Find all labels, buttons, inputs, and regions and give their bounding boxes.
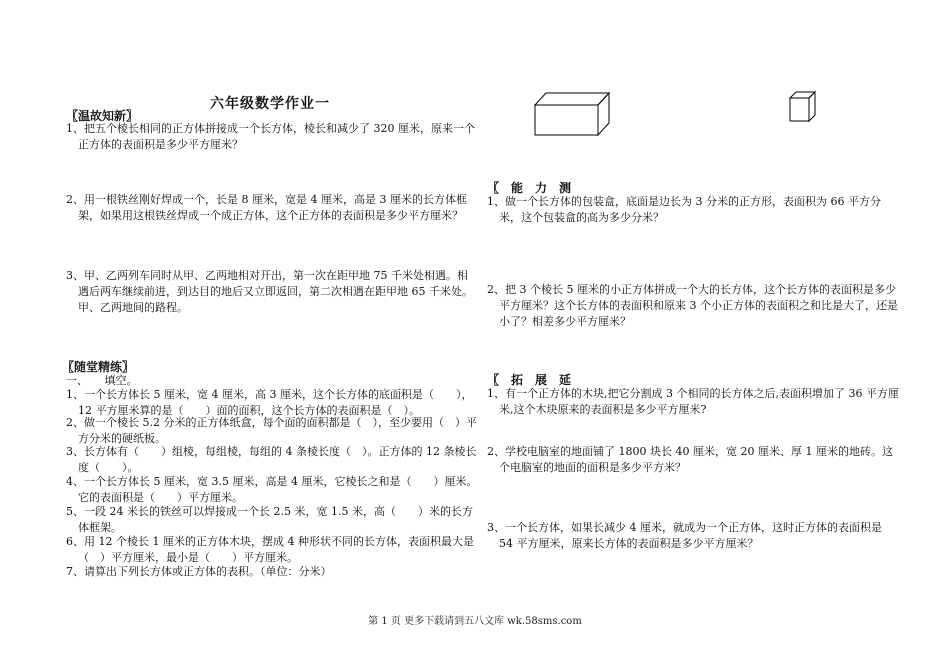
practice-question-3: 3、长方体有（ ）组棱，每组棱，每组的 4 条棱长度（ ）。正方体的 12 条棱长度（ ）。 [66,445,477,474]
practice-question-4: 4、一个长方体长 5 厘米，宽 3.5 厘米，高是 4 厘米，它棱长之和是（ ）厘米。它的表面积是（ ）平方厘米。 [66,475,478,504]
practice-question-1: 1、一个长方体长 5 厘米，宽 4 厘米，高 3 厘米，这个长方体的底面积是（ ），12 平方厘米算的是（ ）面的面积，这个长方体的表面积是（ ）。 [66,388,473,417]
extend-question-3: 3、一个长方体，如果长减少 4 厘米，就成为一个正方体，这时正方体的表面积是 54 平方厘米，原来长方体的表面积是多少平方厘米？ [487,521,882,550]
review-heading: 〖温故知新〗 [66,109,139,123]
review-question-3: 3、甲、乙两列车同时从甲、乙两地相对开出，第一次在距甲地 75 千米处相遇。相遇后两车继续前进，到达目的地后又立即返回，第二次相遇在距甲地 65 千米处。甲、乙两地间的路程。 [66,269,473,314]
practice-heading: 〖随堂精练〗 [62,360,135,374]
practice-question-7: 7、请算出下列长方体或正方体的表积。（单位：分米） [66,565,332,578]
ability-heading: 〖 能 力 测 [487,181,572,195]
practice-intro: 一、 填空。 [66,374,138,387]
page-title: 六年级数学作业一 [210,96,330,112]
review-question-1: 1、把五个棱长相同的正方体拼接成一个长方体，棱长和减少了 320 厘米，原来一个正方体的表面积是多少平方厘米？ [66,122,475,151]
ability-question-1: 1、做一个长方体的包装盒，底面是边长为 3 分米的正方形，表面积为 66 平方分米，这个包装盒的高为多少分米？ [487,195,881,224]
cube-figure [788,90,818,124]
cuboid-figure [533,90,613,138]
practice-question-6: 6、用 12 个棱长 1 厘米的正方体木块，摆成 4 种形状不同的长方体，表面积最大是（ ）平方厘米，最小是（ ）平方厘米。 [66,535,474,564]
review-question-2: 2、用一根铁丝刚好焊成一个，长是 8 厘米，宽是 4 厘米，高是 3 厘米的长方体框架，如果用这根铁丝焊成一个成正方体，这个正方体的表面积是多少平方厘米？ [66,193,467,222]
extend-heading: 〖 拓 展 延 [487,373,572,387]
page-footer: 第 1 页 更多下载请到五八文库 wk.58sms.com [368,616,582,627]
practice-question-5: 5、一段 24 米长的铁丝可以焊接成一个长 2.5 米，宽 1.5 米，高（ ）米的长方体框架。 [66,505,473,534]
practice-question-2: 2、做一个棱长 5.2 分米的正方体纸盒，每个面的面积都是（ ），至少要用（ ）平方分米的硬纸板。 [66,416,477,445]
extend-question-1: 1、有一个正方体的木块,把它分割成 3 个相同的长方体之后,表面积增加了 36 平方厘米,这个木块原来的表面积是多少平方厘米? [487,387,899,416]
extend-question-2: 2、学校电脑室的地面铺了 1800 块长 40 厘米，宽 20 厘米、厚 1 厘米的地砖。这个电脑室的地面的面积是多少平方米？ [487,445,893,474]
ability-question-2: 2、把 3 个棱长 5 厘米的小正方体拼成一个大的长方体，这个长方体的表面积是多少平方厘米？这个长方体的表面积和原来 3 个小正方体的表面积之和比是大了，还是小了？相差多少平方厘米？ [487,283,898,328]
